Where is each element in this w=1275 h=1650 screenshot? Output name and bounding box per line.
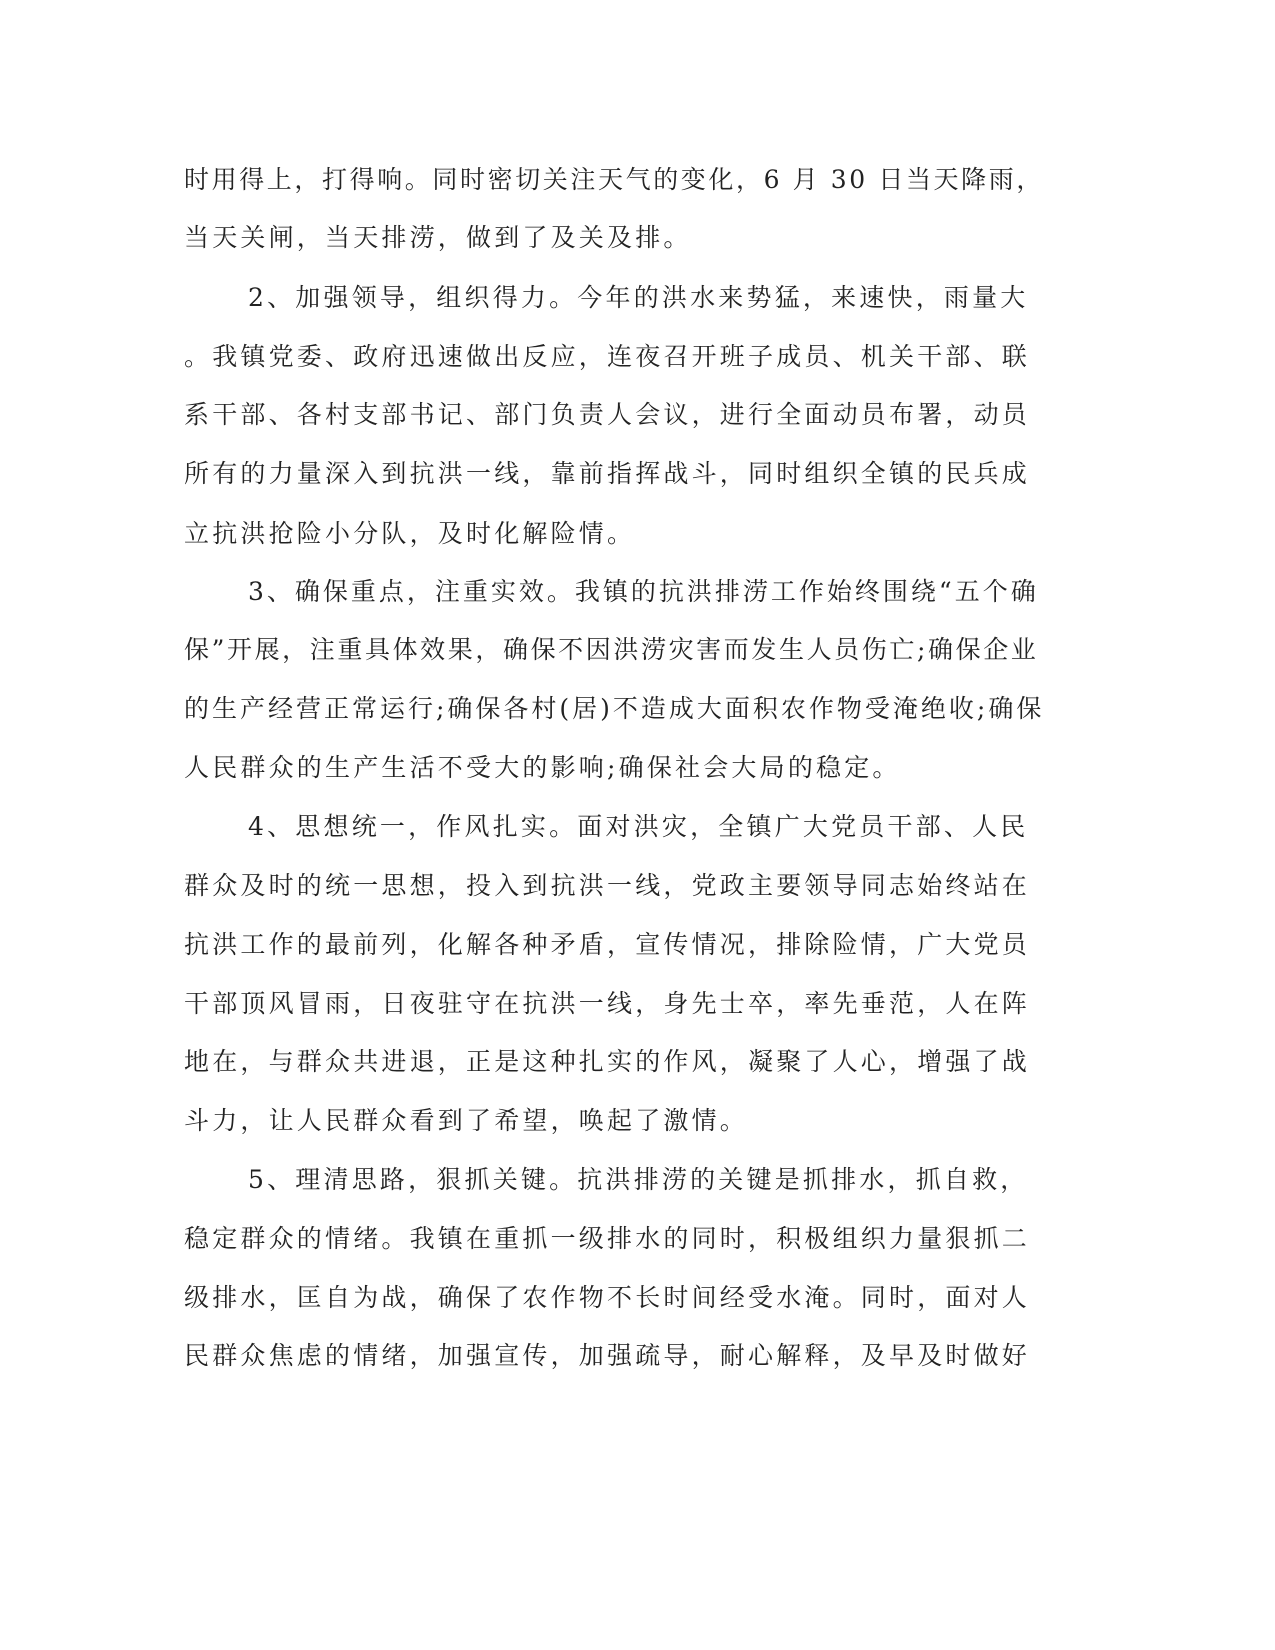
- text-line: 所有的力量深入到抗洪一线，靠前指挥战斗，同时组织全镇的民兵成: [184, 459, 1031, 488]
- text-line: 地在，与群众共进退，正是这种扎实的作风，凝聚了人心，增强了战: [184, 1047, 1031, 1076]
- text-line: 。我镇党委、政府迅速做出反应，连夜召开班子成员、机关干部、联: [184, 342, 1031, 371]
- text-line: 的生产经营正常运行;确保各村(居)不造成大面积农作物受淹绝收;确保: [184, 694, 1045, 723]
- text-line: 抗洪工作的最前列，化解各种矛盾，宣传情况，排除险情，广大党员: [184, 930, 1031, 959]
- text-line: 民群众焦虑的情绪，加强宣传，加强疏导，耐心解释，及早及时做好: [184, 1341, 1031, 1370]
- text-line: 干部顶风冒雨，日夜驻守在抗洪一线，身先士卒，率先垂范，人在阵: [184, 989, 1031, 1018]
- text-line: 级排水，匡自为战，确保了农作物不长时间经受水淹。同时，面对人: [184, 1283, 1031, 1312]
- paragraph-3-heading-line: 3、确保重点，注重实效。我镇的抗洪排涝工作始终围绕“五个确: [248, 577, 1039, 606]
- text-line: 人民群众的生产生活不受大的影响;确保社会大局的稳定。: [184, 753, 901, 782]
- paragraph-2-heading-line: 2、加强领导，组织得力。今年的洪水来势猛，来速快，雨量大: [248, 283, 1029, 312]
- text-line: 群众及时的统一思想，投入到抗洪一线，党政主要领导同志始终站在: [184, 871, 1031, 900]
- paragraph-4-heading-line: 4、思想统一，作风扎实。面对洪灾，全镇广大党员干部、人民: [248, 812, 1029, 841]
- text-line: 系干部、各村支部书记、部门负责人会议，进行全面动员布署，动员: [184, 400, 1031, 429]
- text-line: 立抗洪抢险小分队，及时化解险情。: [184, 519, 636, 548]
- text-line: 稳定群众的情绪。我镇在重抓一级排水的同时，积极组织力量狠抓二: [184, 1224, 1031, 1253]
- text-line: 时用得上，打得响。同时密切关注天气的变化，6 月 30 日当天降雨，: [184, 165, 1044, 194]
- paragraph-5-heading-line: 5、理清思路，狠抓关键。抗洪排涝的关键是抓排水，抓自救，: [248, 1165, 1029, 1194]
- text-line: 保”开展，注重具体效果，确保不因洪涝灾害而发生人员伤亡;确保企业: [184, 635, 1039, 664]
- text-line: 斗力，让人民群众看到了希望，唤起了激情。: [184, 1106, 749, 1135]
- text-line: 当天关闸，当天排涝，做到了及关及排。: [184, 223, 692, 252]
